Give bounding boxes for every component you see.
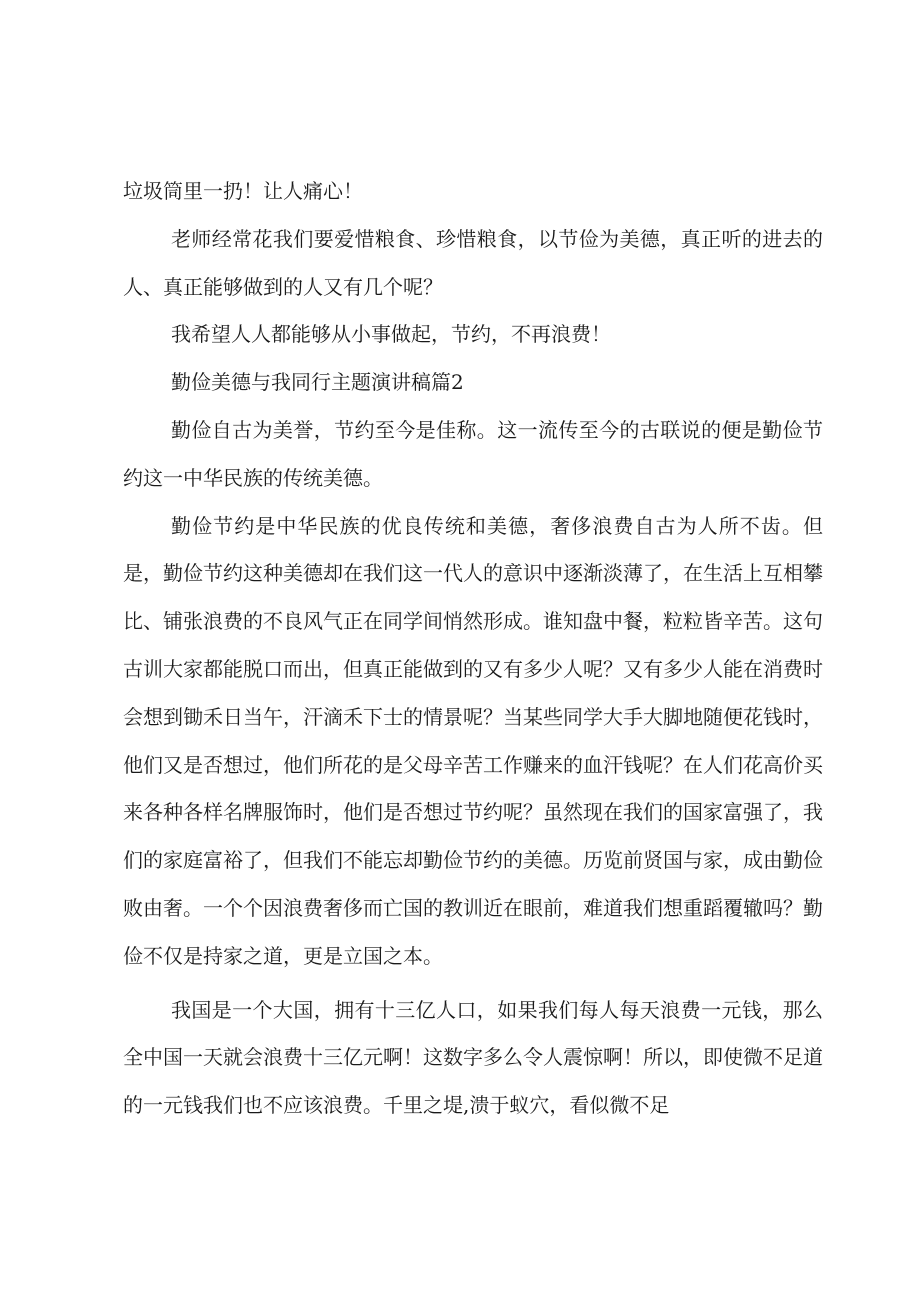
paragraph-4: 勤俭自古为美誉，节约至今是佳称。这一流传至今的古联说的便是勤俭节约这一中华民族的传统美德。 bbox=[123, 417, 823, 490]
paragraph-2: 老师经常花我们要爱惜粮食、珍惜粮食，以节俭为美德，真正听的进去的人、真正能够做到的人又有几个呢？ bbox=[123, 226, 823, 299]
paragraph-6: 我国是一个大国，拥有十三亿人口，如果我们每人每天浪费一元钱，那么全中国一天就会浪费十三亿元啊！这数字多么令人震惊啊！所以，即使微不足道的一元钱我们也不应该浪费。千里之堤,溃于蚁穴，看似微不足 bbox=[123, 997, 823, 1118]
section-heading: 勤俭美德与我同行主题演讲稿篇2 bbox=[171, 370, 464, 395]
paragraph-3: 我希望人人都能够从小事做起，节约，不再浪费！ bbox=[171, 322, 611, 347]
paragraph-1: 垃圾筒里一扔！让人痛心！ bbox=[123, 179, 363, 203]
document-body bbox=[123, 168, 823, 1130]
paragraph-5: 勤俭节约是中华民族的优良传统和美德，奢侈浪费自古为人所不齿。但是，勤俭节约这种美德却在我们这一代人的意识中逐渐淡薄了，在生活上互相攀比、铺张浪费的不良风气正在同学间悄然形成。谁知盘中餐，粒粒皆辛苦。这句古训大家都能脱口而出，但真正能做到的又有多少人呢？又有多少人能在消费时会想到锄禾日当午，汗滴禾下士的情景呢？当某些同学大手大脚地随便花钱时，他们又是否想过，他们所花的是父母辛苦工作赚来的血汗钱呢？在人们花高价买来各种各样名牌服饰时，他们是否想过节约呢？虽然现在我们的国家富强了，我们的家庭富裕了，但我们不能忘却勤俭节约的美德。历览前贤国与家，成由勤俭败由奢。一个个因浪费奢侈而亡国的教训近在眼前，难道我们想重蹈覆辙吗？勤俭不仅是持家之道，更是立国之本。 bbox=[123, 513, 823, 968]
